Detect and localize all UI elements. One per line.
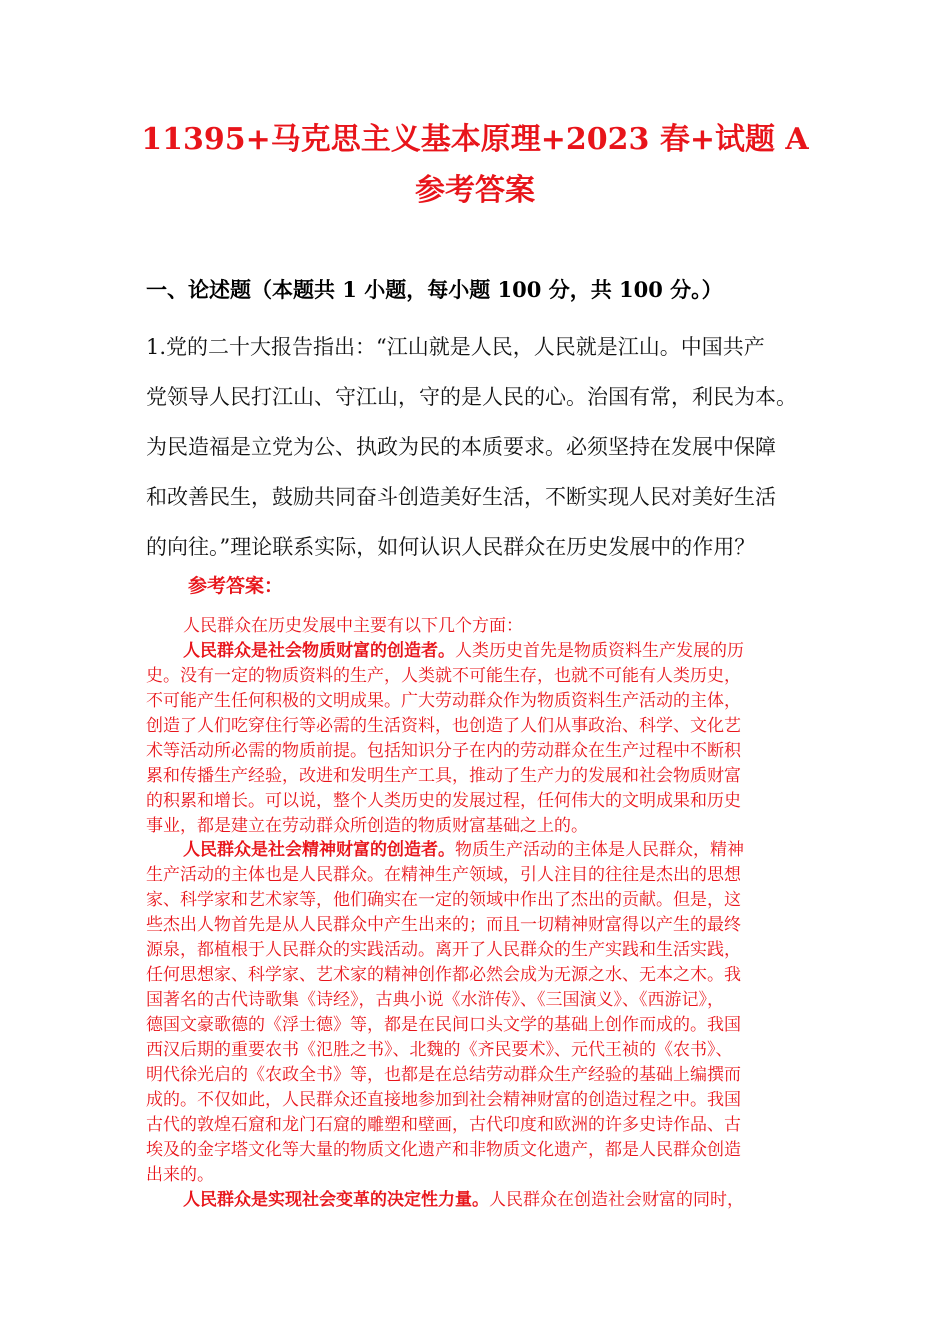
question-line: 和改善民生，鼓励共同奋斗创造美好生活，不断实现人民对美好生活 — [146, 485, 776, 509]
answer-line: 史。没有一定的物质资料的生产，人类就不可能生存，也就不可能有人类历史， — [146, 665, 741, 686]
answer-line: 术等活动所必需的物质前提。包括知识分子在内的劳动群众在生产过程中不断积 — [146, 740, 741, 761]
answer-point-3-heading: 人民群众是实现社会变革的决定性力量。 — [183, 1189, 489, 1210]
answer-line: 西汉后期的重要农书《氾胜之书》、北魏的《齐民要术》、元代王祯的《农书》、 — [146, 1039, 733, 1060]
answer-paragraph-2-first-line — [146, 838, 810, 863]
answer-line: 累和传播生产经验，改进和发明生产工具，推动了生产力的发展和社会物质财富 — [146, 765, 741, 786]
answer-text: 人类历史首先是物质资料生产发展的历 — [455, 640, 744, 661]
answer-heading: 参考答案： — [188, 575, 284, 597]
question-line: 1.党的二十大报告指出：“江山就是人民，人民就是江山。中国共产 — [146, 335, 765, 359]
answer-line: 古代的敦煌石窟和龙门石窟的雕塑和壁画，古代印度和欧洲的许多史诗作品、古 — [146, 1114, 741, 1135]
answer-line: 国著名的古代诗歌集《诗经》，古典小说《水浒传》、《三国演义》、《西游记》， — [146, 990, 724, 1011]
answer-text: 人民群众在创造社会财富的同时， — [489, 1189, 744, 1210]
answer-line: 些杰出人物首先是从人民群众中产生出来的；而且一切精神财富得以产生的最终 — [146, 915, 741, 936]
answer-line: 任何思想家、科学家、艺术家的精神创作都必然会成为无源之水、无本之木。我 — [146, 965, 741, 986]
answer-point-1-heading: 人民群众是社会物质财富的创造者。 — [183, 640, 455, 661]
answer-paragraph-1-first-line — [146, 639, 810, 664]
answer-body — [146, 614, 810, 1213]
question-line: 的向往。”理论联系实际，如何认识人民群众在历史发展中的作用？ — [146, 535, 756, 559]
question-line: 党领导人民打江山、守江山，守的是人民的心。治国有常，利民为本。 — [146, 385, 797, 409]
question-text — [146, 322, 826, 572]
answer-line: 生产活动的主体也是人民群众。在精神生产领域，引人注目的往往是杰出的思想 — [146, 865, 741, 886]
answer-line: 事业，都是建立在劳动群众所创造的物质财富基础之上的。 — [146, 815, 588, 836]
answer-paragraph-3-first-line — [146, 1188, 810, 1213]
question-line: 为民造福是立党为公、执政为民的本质要求。必须坚持在发展中保障 — [146, 435, 776, 459]
answer-line: 德国文豪歌德的《浮士德》等，都是在民间口头文学的基础上创作而成的。我国 — [146, 1015, 741, 1035]
document-title: 11395+马克思主义基本原理+2023 春+试题 A — [141, 122, 809, 157]
answer-line: 不可能产生任何积极的文明成果。广大劳动群众作为物质资料生产活动的主体， — [146, 690, 741, 711]
answer-point-2-heading: 人民群众是社会精神财富的创造者。 — [183, 840, 455, 861]
answer-line: 源泉，都植根于人民群众的实践活动。离开了人民群众的生产实践和生活实践， — [146, 940, 741, 961]
answer-intro: 人民群众在历史发展中主要有以下几个方面： — [183, 616, 523, 636]
section-heading: 一、论述题（本题共 1 小题，每小题 100 分，共 100 分。） — [146, 277, 723, 302]
answer-text: 物质生产活动的主体是人民群众，精神 — [455, 840, 744, 861]
answer-line: 的积累和增长。可以说，整个人类历史的发展过程，任何伟大的文明成果和历史 — [146, 790, 741, 811]
answer-line: 创造了人们吃穿住行等必需的生活资料，也创造了人们从事政治、科学、文化艺 — [146, 715, 741, 736]
document-subtitle: 参考答案 — [415, 173, 535, 208]
answer-line: 家、科学家和艺术家等，他们确实在一定的领域中作出了杰出的贡献。但是，这 — [146, 890, 741, 911]
answer-line: 埃及的金字塔文化等大量的物质文化遗产和非物质文化遗产，都是人民群众创造 — [146, 1139, 741, 1160]
answer-line: 成的。不仅如此，人民群众还直接地参加到社会精神财富的创造过程之中。我国 — [146, 1089, 741, 1110]
answer-line: 出来的。 — [146, 1164, 214, 1185]
answer-line: 明代徐光启的《农政全书》等，也都是在总结劳动群众生产经验的基础上编撰而 — [146, 1064, 741, 1085]
